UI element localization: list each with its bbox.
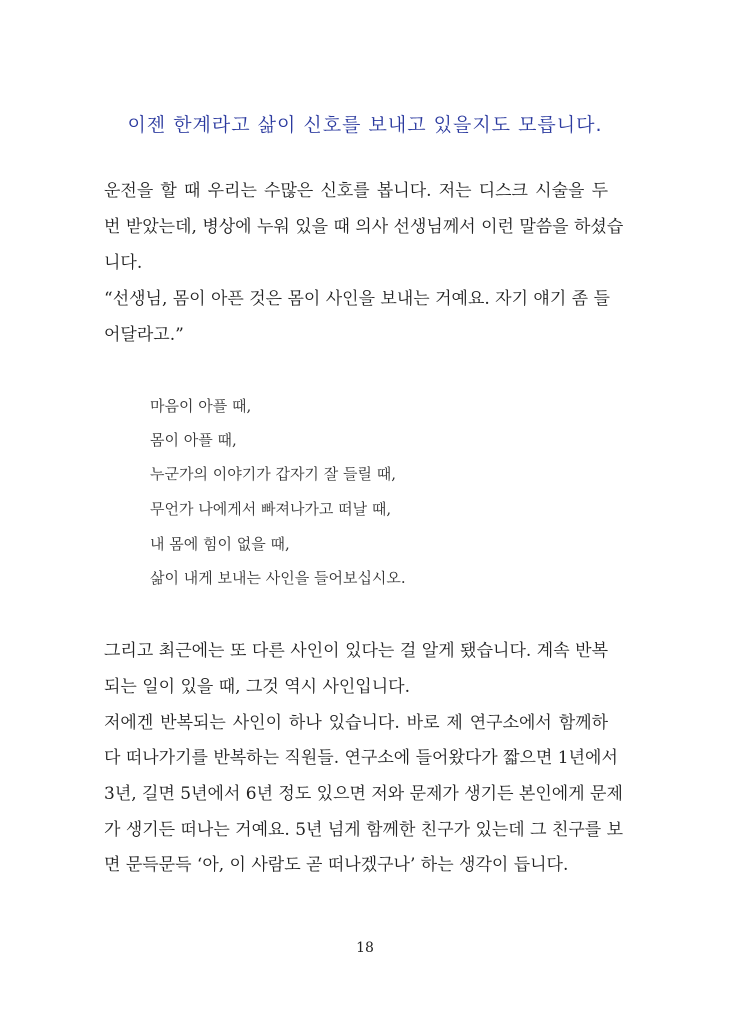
poem-line: 내 몸에 힘이 없을 때,	[150, 535, 290, 553]
text-line: 니다.	[104, 253, 143, 273]
text-line: 다 떠나가기를 반복하는 직원들. 연구소에 들어왔다가 짧으면 1년에서	[104, 748, 618, 768]
poem-line: 몸이 아플 때,	[150, 431, 237, 449]
poem-line: 마음이 아플 때,	[150, 397, 252, 415]
text-line: 3년, 길면 5년에서 6년 정도 있으면 저와 문제가 생기든 본인에게 문제	[104, 784, 623, 804]
chapter-title: 이젠 한계라고 삶이 신호를 보내고 있을지도 모릅니다.	[127, 114, 603, 136]
poem-line: 누군가의 이야기가 갑자기 잘 들릴 때,	[150, 465, 396, 483]
text-line: 되는 일이 있을 때, 그것 역시 사인입니다.	[104, 677, 410, 697]
text-line: 그리고 최근에는 또 다른 사인이 있다는 걸 알게 됐습니다. 계속 반복	[104, 641, 608, 661]
text-line: 가 생기든 떠나는 거예요. 5년 넘게 함께한 친구가 있는데 그 친구를 보	[104, 820, 624, 840]
text-line: 운전을 할 때 우리는 수많은 신호를 봅니다. 저는 디스크 시술을 두	[104, 181, 608, 201]
poem-line: 무언가 나에게서 빠져나가고 떠날 때,	[150, 500, 392, 518]
text-line: “선생님, 몸이 아픈 것은 몸이 사인을 보내는 거예요. 자기 얘기 좀 들	[104, 289, 610, 309]
poem-line: 삶이 내게 보내는 사인을 들어보십시오.	[150, 569, 406, 587]
text-line: 번 받았는데, 병상에 누워 있을 때 의사 선생님께서 이런 말씀을 하셨습	[104, 217, 624, 237]
page-number: 18	[356, 940, 374, 956]
text-line: 어달라고.”	[104, 325, 184, 345]
text-line: 저에겐 반복되는 사인이 하나 있습니다. 바로 제 연구소에서 함께하	[104, 713, 608, 733]
text-line: 면 문득문득 ‘아, 이 사람도 곧 떠나겠구나’ 하는 생각이 듭니다.	[104, 855, 569, 875]
